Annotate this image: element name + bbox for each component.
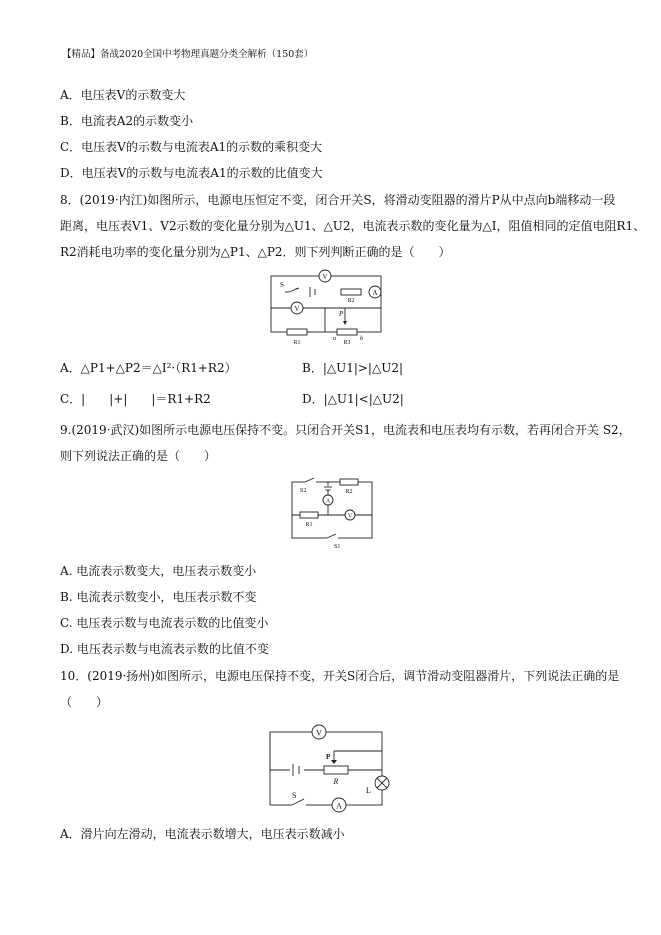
q9-option-d: D. 电压表示数与电流表示数的比值不变 xyxy=(60,642,269,656)
q8-label-v1: V xyxy=(322,273,328,281)
q9-circuit-diagram xyxy=(284,470,379,550)
q9-label-s1: S1 xyxy=(334,544,341,550)
q7-option-b: B．电流表A2的示数变小 xyxy=(60,114,194,128)
q8-option-c: C．| |+| |＝R1+R2 xyxy=(60,392,211,406)
q7-option-a: A．电压表V的示数变大 xyxy=(60,88,186,102)
q9-label-r2: R2 xyxy=(345,489,353,495)
q10-stem-line-1: 10．(2019·扬州)如图所示，电源电压保持不变，开关S闭合后，调节滑动变阻器滑片，下列说法正确的是 xyxy=(60,669,620,683)
q7-option-d: D．电压表V的示数与电流表A1的示数的比值变大 xyxy=(60,166,323,180)
q10-label-a: A xyxy=(336,801,342,811)
q10-stem-line-2: （ ） xyxy=(60,695,109,709)
q10-label-l: L xyxy=(366,786,371,795)
q8-stem-line-3: R2消耗电功率的变化量分别为△P1、△P2．则下列判断正确的是（ ） xyxy=(60,245,451,259)
q9-label-r1: R1 xyxy=(305,522,313,528)
q8-label-s: S xyxy=(280,281,284,289)
q8-label-a: A xyxy=(372,289,378,297)
q8-label-p: P xyxy=(339,310,344,318)
q10-label-p: P xyxy=(326,753,331,761)
q8-circuit-diagram xyxy=(265,268,390,348)
q8-label-v2: V xyxy=(294,305,300,313)
q8-stem-line-1: 8．(2019·内江)如图所示，电源电压恒定不变，闭合开关S，将滑动变阻器的滑片P从中点向b端移动一段 xyxy=(60,193,616,207)
q9-stem-line-2: 则下列说法正确的是（ ） xyxy=(60,449,217,463)
q8-stem-line-2: 距离，电压表V1、V2示数的变化量分别为△U1、△U2，电流表示数的变化量为△I，阻值相同的定值电阻R1、 xyxy=(60,219,646,233)
q10-option-a: A．滑片向左滑动，电流表示数增大，电压表示数减小 xyxy=(60,827,345,841)
q8-option-a: A．△P1+△P2＝△I²·（R1+R2） xyxy=(60,361,237,375)
q10-label-r: R xyxy=(333,777,339,786)
q8-option-d: D．|△U1|<|△U2| xyxy=(302,392,404,406)
q8-label-r2: R2 xyxy=(347,298,355,304)
q9-label-a: A xyxy=(325,498,331,505)
q8-option-b: B．|△U1|>|△U2| xyxy=(302,361,403,375)
q9-label-v: V xyxy=(347,513,353,520)
q8-label-a-end: a xyxy=(333,336,336,342)
q10-label-s: S xyxy=(292,791,297,800)
q10-label-v: V xyxy=(316,728,322,738)
q9-option-b: B. 电流表示数变小，电压表示数不变 xyxy=(60,590,257,604)
q8-label-r3: R3 xyxy=(343,340,351,346)
q9-label-s2: S2 xyxy=(300,488,307,494)
q8-label-b-end: b xyxy=(360,336,363,342)
q10-circuit-diagram xyxy=(264,720,392,812)
q9-stem-line-1: 9.(2019·武汉)如图所示电源电压保持不变。只闭合开关S1，电流表和电压表均有示数，若再闭合开关 S2， xyxy=(60,423,631,437)
q9-option-a: A. 电流表示数变大，电压表示数变小 xyxy=(60,564,257,578)
q8-label-r1: R1 xyxy=(293,340,301,346)
q7-option-c: C．电压表V的示数与电流表A1的示数的乘积变大 xyxy=(60,140,323,154)
q9-option-c: C. 电压表示数与电流表示数的比值变小 xyxy=(60,616,269,630)
page-header: 【精品】备战2020全国中考物理真题分类全解析（150套） xyxy=(62,49,314,60)
